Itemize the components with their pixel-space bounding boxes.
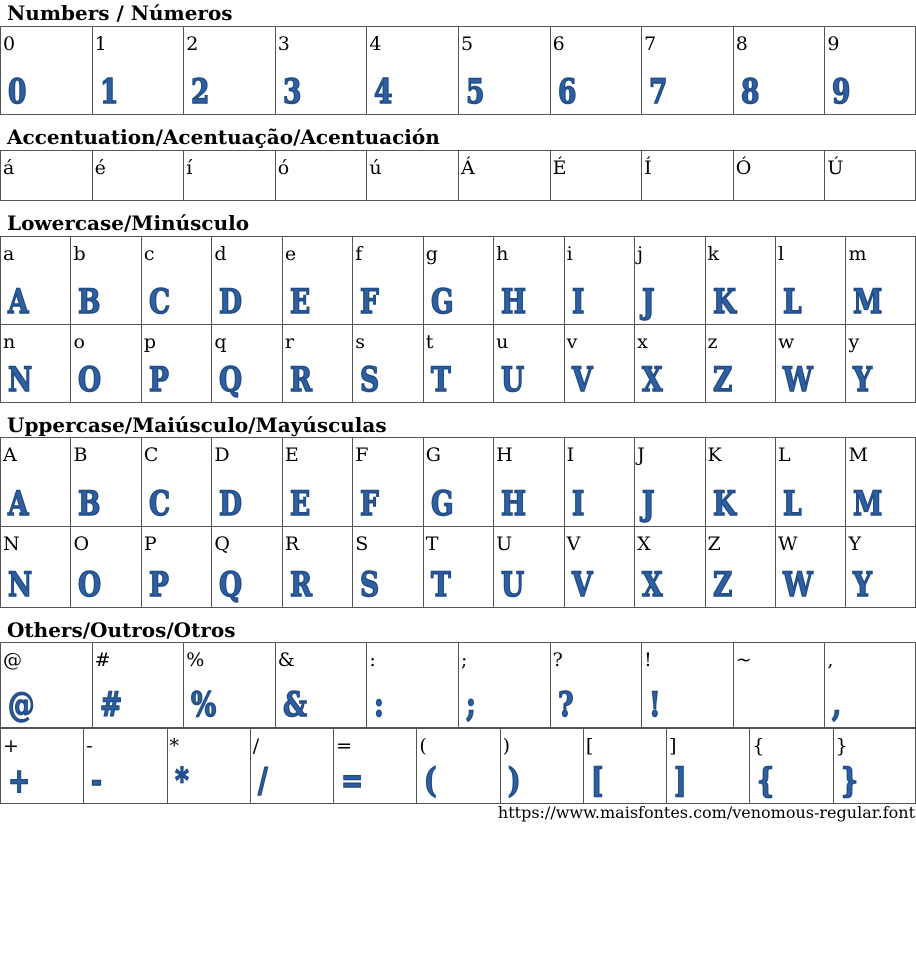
glyph-label: T <box>425 533 439 555</box>
glyph-cell <box>416 729 499 803</box>
glyph-sample: R <box>289 360 312 400</box>
glyph-cell <box>92 151 184 200</box>
glyph-cell <box>0 151 92 200</box>
glyph-label: Q <box>214 533 230 555</box>
glyph-label: W <box>777 533 798 555</box>
glyph-sample: @ <box>8 685 35 725</box>
glyph-label: , <box>827 649 834 671</box>
glyph-sample: A <box>8 282 29 322</box>
glyph-sample: X <box>642 360 663 400</box>
glyph-cell <box>92 643 184 727</box>
glyph-sample: 1 <box>99 72 119 112</box>
source-url[interactable]: https://www.maisfontes.com/venomous-regular.font <box>497 803 915 822</box>
glyph-cell <box>634 527 704 607</box>
glyph-label: Ú <box>827 157 844 179</box>
glyph-label: q <box>214 331 227 353</box>
glyph-sample: O <box>78 360 102 400</box>
glyph-label: % <box>186 649 205 671</box>
glyph-cell <box>141 527 211 607</box>
glyph-cell <box>845 325 915 402</box>
glyph-cell <box>250 729 333 803</box>
glyph-sample: 4 <box>374 72 393 112</box>
glyph-label: É <box>552 157 567 179</box>
glyph-sample: Y <box>853 565 873 605</box>
glyph-label: u <box>496 331 509 353</box>
glyph-cell <box>282 325 352 402</box>
glyph-cell <box>824 643 916 727</box>
glyph-label: 9 <box>827 33 840 55</box>
accents-heading: Accentuation/Acentuação/Acentuación <box>7 125 440 149</box>
glyph-cell <box>0 237 70 324</box>
glyph-cell <box>423 527 493 607</box>
glyph-label: B <box>73 444 88 466</box>
glyph-sample: ? <box>557 685 574 725</box>
glyph-cell <box>705 438 775 526</box>
glyph-sample: J <box>642 282 655 322</box>
glyph-cell <box>183 151 275 200</box>
glyph-cell <box>352 325 422 402</box>
glyph-cell <box>733 27 825 114</box>
glyph-cell <box>749 729 832 803</box>
glyph-cell <box>0 27 92 114</box>
glyph-cell <box>666 729 749 803</box>
glyph-label: : <box>369 649 376 671</box>
glyph-sample: I <box>571 484 585 524</box>
glyph-cell <box>641 27 733 114</box>
glyph-sample: 5 <box>465 72 485 112</box>
glyph-sample: = <box>341 761 364 801</box>
glyph-label: * <box>169 735 180 757</box>
glyph-label: a <box>3 243 15 265</box>
glyph-label: z <box>707 331 718 353</box>
glyph-label: r <box>284 331 294 353</box>
glyph-cell <box>550 27 642 114</box>
glyph-cell <box>564 527 634 607</box>
glyph-cell <box>634 438 704 526</box>
glyph-label: ] <box>669 735 677 757</box>
glyph-label: w <box>777 331 795 353</box>
glyph-label: ; <box>460 649 468 671</box>
glyph-label: ! <box>644 649 652 671</box>
glyph-cell <box>500 729 583 803</box>
glyph-sample: I <box>571 282 585 322</box>
uppercase-row-1 <box>0 437 916 527</box>
glyph-sample: / <box>257 761 268 801</box>
glyph-cell <box>493 438 563 526</box>
glyph-cell <box>641 643 733 727</box>
glyph-cell <box>70 325 140 402</box>
glyph-cell <box>282 237 352 324</box>
glyph-sample: V <box>571 565 593 605</box>
glyph-label: ( <box>419 735 427 757</box>
glyph-cell <box>705 527 775 607</box>
glyph-label: I <box>566 444 575 466</box>
glyph-label: D <box>214 444 230 466</box>
glyph-cell <box>824 27 916 114</box>
glyph-label: 6 <box>552 33 565 55</box>
glyph-cell <box>352 237 422 324</box>
glyph-label: # <box>94 649 111 671</box>
glyph-sample: ( <box>424 761 437 801</box>
glyph-cell <box>83 729 166 803</box>
glyph-label: 1 <box>94 33 107 55</box>
glyph-sample: B <box>78 484 101 524</box>
glyph-sample: O <box>78 565 102 605</box>
glyph-label: Ó <box>735 157 752 179</box>
glyph-cell <box>211 237 281 324</box>
glyph-cell <box>141 325 211 402</box>
glyph-cell <box>458 643 550 727</box>
glyph-label: Y <box>848 533 861 555</box>
glyph-cell <box>0 729 83 803</box>
glyph-cell <box>0 325 70 402</box>
glyph-cell <box>423 438 493 526</box>
glyph-sample: X <box>642 565 663 605</box>
glyph-sample: S <box>360 565 380 605</box>
glyph-label: - <box>86 735 93 757</box>
glyph-sample: C <box>148 282 171 322</box>
glyph-sample: G <box>430 484 454 524</box>
glyph-sample: N <box>8 565 33 605</box>
glyph-sample: Z <box>712 565 732 605</box>
glyph-cell <box>458 27 550 114</box>
glyph-cell <box>0 643 92 727</box>
glyph-sample: N <box>8 360 33 400</box>
glyph-sample: : <box>374 685 385 725</box>
glyph-sample: E <box>289 484 311 524</box>
glyph-label: 4 <box>369 33 382 55</box>
glyph-sample: - <box>91 761 103 801</box>
glyph-label: E <box>284 444 299 466</box>
glyph-sample: J <box>642 484 655 524</box>
glyph-sample: R <box>289 565 312 605</box>
glyph-cell <box>775 527 845 607</box>
glyph-cell <box>423 237 493 324</box>
glyph-label: c <box>143 243 155 265</box>
glyph-label: = <box>336 735 352 757</box>
glyph-label: b <box>73 243 86 265</box>
glyph-label: K <box>707 444 722 466</box>
glyph-label: F <box>355 444 369 466</box>
glyph-sample: , <box>832 685 842 725</box>
glyph-label: y <box>848 331 860 353</box>
glyph-sample: Y <box>853 360 873 400</box>
glyph-sample: U <box>501 565 525 605</box>
glyph-cell <box>70 527 140 607</box>
glyph-cell <box>775 237 845 324</box>
glyph-label: ? <box>552 649 563 671</box>
others-heading: Others/Outros/Otros <box>7 618 236 642</box>
glyph-label: h <box>496 243 509 265</box>
glyph-sample: ) <box>507 761 521 801</box>
glyph-label: p <box>143 331 157 353</box>
glyph-sample: Q <box>219 565 243 605</box>
glyph-cell <box>564 237 634 324</box>
glyph-cell <box>833 729 916 803</box>
glyph-cell <box>705 325 775 402</box>
glyph-label: í <box>186 157 193 179</box>
glyph-sample: Q <box>219 360 243 400</box>
glyph-label: S <box>355 533 369 555</box>
glyph-label: Í <box>644 157 652 179</box>
glyph-label: i <box>566 243 573 265</box>
glyph-cell <box>550 151 642 200</box>
glyph-cell <box>0 527 70 607</box>
glyph-label: s <box>355 331 366 353</box>
glyph-cell <box>845 438 915 526</box>
glyph-label: 8 <box>735 33 748 55</box>
glyph-cell <box>211 438 281 526</box>
glyph-sample: C <box>148 484 171 524</box>
glyph-label: ú <box>369 157 382 179</box>
glyph-sample: M <box>853 282 883 322</box>
lowercase-heading: Lowercase/Minúsculo <box>7 211 250 235</box>
glyph-label: l <box>777 243 785 265</box>
glyph-label: A <box>3 444 17 466</box>
glyph-sample: Z <box>712 360 732 400</box>
glyph-sample: 8 <box>740 72 760 112</box>
glyph-label: X <box>637 533 651 555</box>
glyph-sample: F <box>360 282 380 322</box>
glyph-sample: 9 <box>832 72 851 112</box>
glyph-label: 5 <box>460 33 474 55</box>
glyph-label: m <box>848 243 867 265</box>
glyph-sample: 7 <box>649 72 668 112</box>
glyph-label: x <box>637 331 648 353</box>
glyph-label: o <box>73 331 85 353</box>
glyph-sample: P <box>148 360 169 400</box>
glyph-sample: K <box>712 282 736 322</box>
glyph-cell <box>333 729 416 803</box>
numbers-row <box>0 26 916 115</box>
glyph-label: j <box>637 243 643 265</box>
glyph-label: t <box>425 331 434 353</box>
glyph-label: 7 <box>644 33 657 55</box>
others-row-2 <box>0 728 916 804</box>
glyph-label: / <box>252 735 260 757</box>
glyph-sample: W <box>782 565 813 605</box>
glyph-label: 0 <box>3 33 16 55</box>
glyph-cell <box>733 151 825 200</box>
numbers-heading: Numbers / Números <box>7 1 233 25</box>
glyph-label: } <box>835 735 848 757</box>
glyph-cell <box>493 527 563 607</box>
glyph-cell <box>211 325 281 402</box>
glyph-label: é <box>94 157 106 179</box>
glyph-sample: F <box>360 484 380 524</box>
glyph-cell <box>458 151 550 200</box>
glyph-cell <box>70 438 140 526</box>
glyph-sample: D <box>219 282 243 322</box>
glyph-sample: B <box>78 282 101 322</box>
glyph-cell <box>423 325 493 402</box>
glyph-sample: H <box>501 282 527 322</box>
glyph-label: 2 <box>186 33 199 55</box>
glyph-cell <box>583 729 666 803</box>
glyph-label: v <box>566 331 578 353</box>
lowercase-row-2 <box>0 324 916 403</box>
glyph-sample: + <box>8 761 31 801</box>
glyph-cell <box>70 237 140 324</box>
glyph-label: M <box>848 444 868 466</box>
glyph-sample: # <box>99 685 122 725</box>
glyph-label: J <box>637 444 645 466</box>
glyph-cell <box>733 643 825 727</box>
glyph-sample: { <box>757 761 775 801</box>
glyph-cell <box>282 438 352 526</box>
glyph-label: R <box>284 533 300 555</box>
glyph-sample: [ <box>590 761 604 801</box>
glyph-label: e <box>284 243 297 265</box>
glyph-sample: * <box>174 761 189 801</box>
glyph-label: Á <box>460 157 475 179</box>
glyph-cell <box>634 237 704 324</box>
glyph-label: H <box>496 444 513 466</box>
glyph-sample: V <box>571 360 593 400</box>
glyph-label: & <box>277 649 295 671</box>
glyph-cell <box>493 325 563 402</box>
others-row-1 <box>0 642 916 728</box>
glyph-cell <box>550 643 642 727</box>
glyph-sample: A <box>8 484 29 524</box>
glyph-cell <box>641 151 733 200</box>
glyph-label: [ <box>585 735 594 757</box>
glyph-cell <box>275 643 367 727</box>
glyph-cell <box>183 27 275 114</box>
glyph-sample: S <box>360 360 380 400</box>
glyph-label: ) <box>502 735 511 757</box>
glyph-sample: H <box>501 484 527 524</box>
glyph-cell <box>775 438 845 526</box>
glyph-label: ó <box>277 157 290 179</box>
glyph-sample: 2 <box>191 72 210 112</box>
glyph-label: f <box>355 243 363 265</box>
glyph-cell <box>564 438 634 526</box>
glyph-sample: L <box>782 282 802 322</box>
glyph-sample: M <box>853 484 883 524</box>
glyph-label: @ <box>3 649 22 671</box>
glyph-cell <box>775 325 845 402</box>
glyph-label: n <box>3 331 16 353</box>
glyph-label: G <box>425 444 441 466</box>
glyph-sample: K <box>712 484 736 524</box>
glyph-cell <box>564 325 634 402</box>
glyph-label: L <box>777 444 791 466</box>
glyph-sample: 6 <box>557 72 577 112</box>
glyph-label: U <box>496 533 513 555</box>
glyph-cell <box>275 151 367 200</box>
glyph-cell <box>352 527 422 607</box>
glyph-sample: L <box>782 484 802 524</box>
glyph-label: P <box>143 533 157 555</box>
glyph-label: + <box>3 735 19 757</box>
glyph-sample: D <box>219 484 243 524</box>
glyph-cell <box>0 438 70 526</box>
glyph-sample: U <box>501 360 525 400</box>
glyph-cell <box>705 237 775 324</box>
glyph-label: á <box>3 157 15 179</box>
glyph-sample: ! <box>649 685 661 725</box>
glyph-cell <box>493 237 563 324</box>
glyph-cell <box>275 27 367 114</box>
glyph-cell <box>211 527 281 607</box>
lowercase-row-1 <box>0 236 916 325</box>
glyph-cell <box>92 27 184 114</box>
glyph-cell <box>824 151 916 200</box>
glyph-sample: T <box>430 565 451 605</box>
glyph-label: O <box>73 533 90 555</box>
glyph-label: ~ <box>735 649 752 671</box>
glyph-label: 3 <box>277 33 290 55</box>
glyph-cell <box>366 27 458 114</box>
glyph-sample: ; <box>465 685 476 725</box>
glyph-label: d <box>214 243 227 265</box>
glyph-sample: E <box>289 282 311 322</box>
glyph-sample: 0 <box>8 72 27 112</box>
glyph-sample: 3 <box>282 72 302 112</box>
glyph-sample: T <box>430 360 451 400</box>
glyph-cell <box>141 237 211 324</box>
accents-row <box>0 150 916 201</box>
glyph-label: k <box>707 243 720 265</box>
glyph-cell <box>845 527 915 607</box>
glyph-sample: G <box>430 282 454 322</box>
glyph-cell <box>167 729 250 803</box>
uppercase-row-2 <box>0 526 916 608</box>
glyph-sample: W <box>782 360 813 400</box>
glyph-sample: ] <box>674 761 687 801</box>
glyph-sample: P <box>148 565 169 605</box>
glyph-label: { <box>752 735 765 757</box>
glyph-cell <box>352 438 422 526</box>
glyph-sample: } <box>840 761 858 801</box>
glyph-label: C <box>143 444 159 466</box>
glyph-cell <box>141 438 211 526</box>
glyph-cell <box>183 643 275 727</box>
glyph-cell <box>282 527 352 607</box>
glyph-sample: % <box>191 685 217 725</box>
glyph-sample: & <box>282 685 307 725</box>
glyph-cell <box>366 643 458 727</box>
glyph-cell <box>366 151 458 200</box>
uppercase-heading: Uppercase/Maiúsculo/Mayúsculas <box>7 413 387 437</box>
glyph-label: V <box>566 533 581 555</box>
glyph-label: g <box>425 243 438 265</box>
glyph-label: Z <box>707 533 721 555</box>
glyph-label: N <box>3 533 20 555</box>
glyph-cell <box>634 325 704 402</box>
glyph-cell <box>845 237 915 324</box>
